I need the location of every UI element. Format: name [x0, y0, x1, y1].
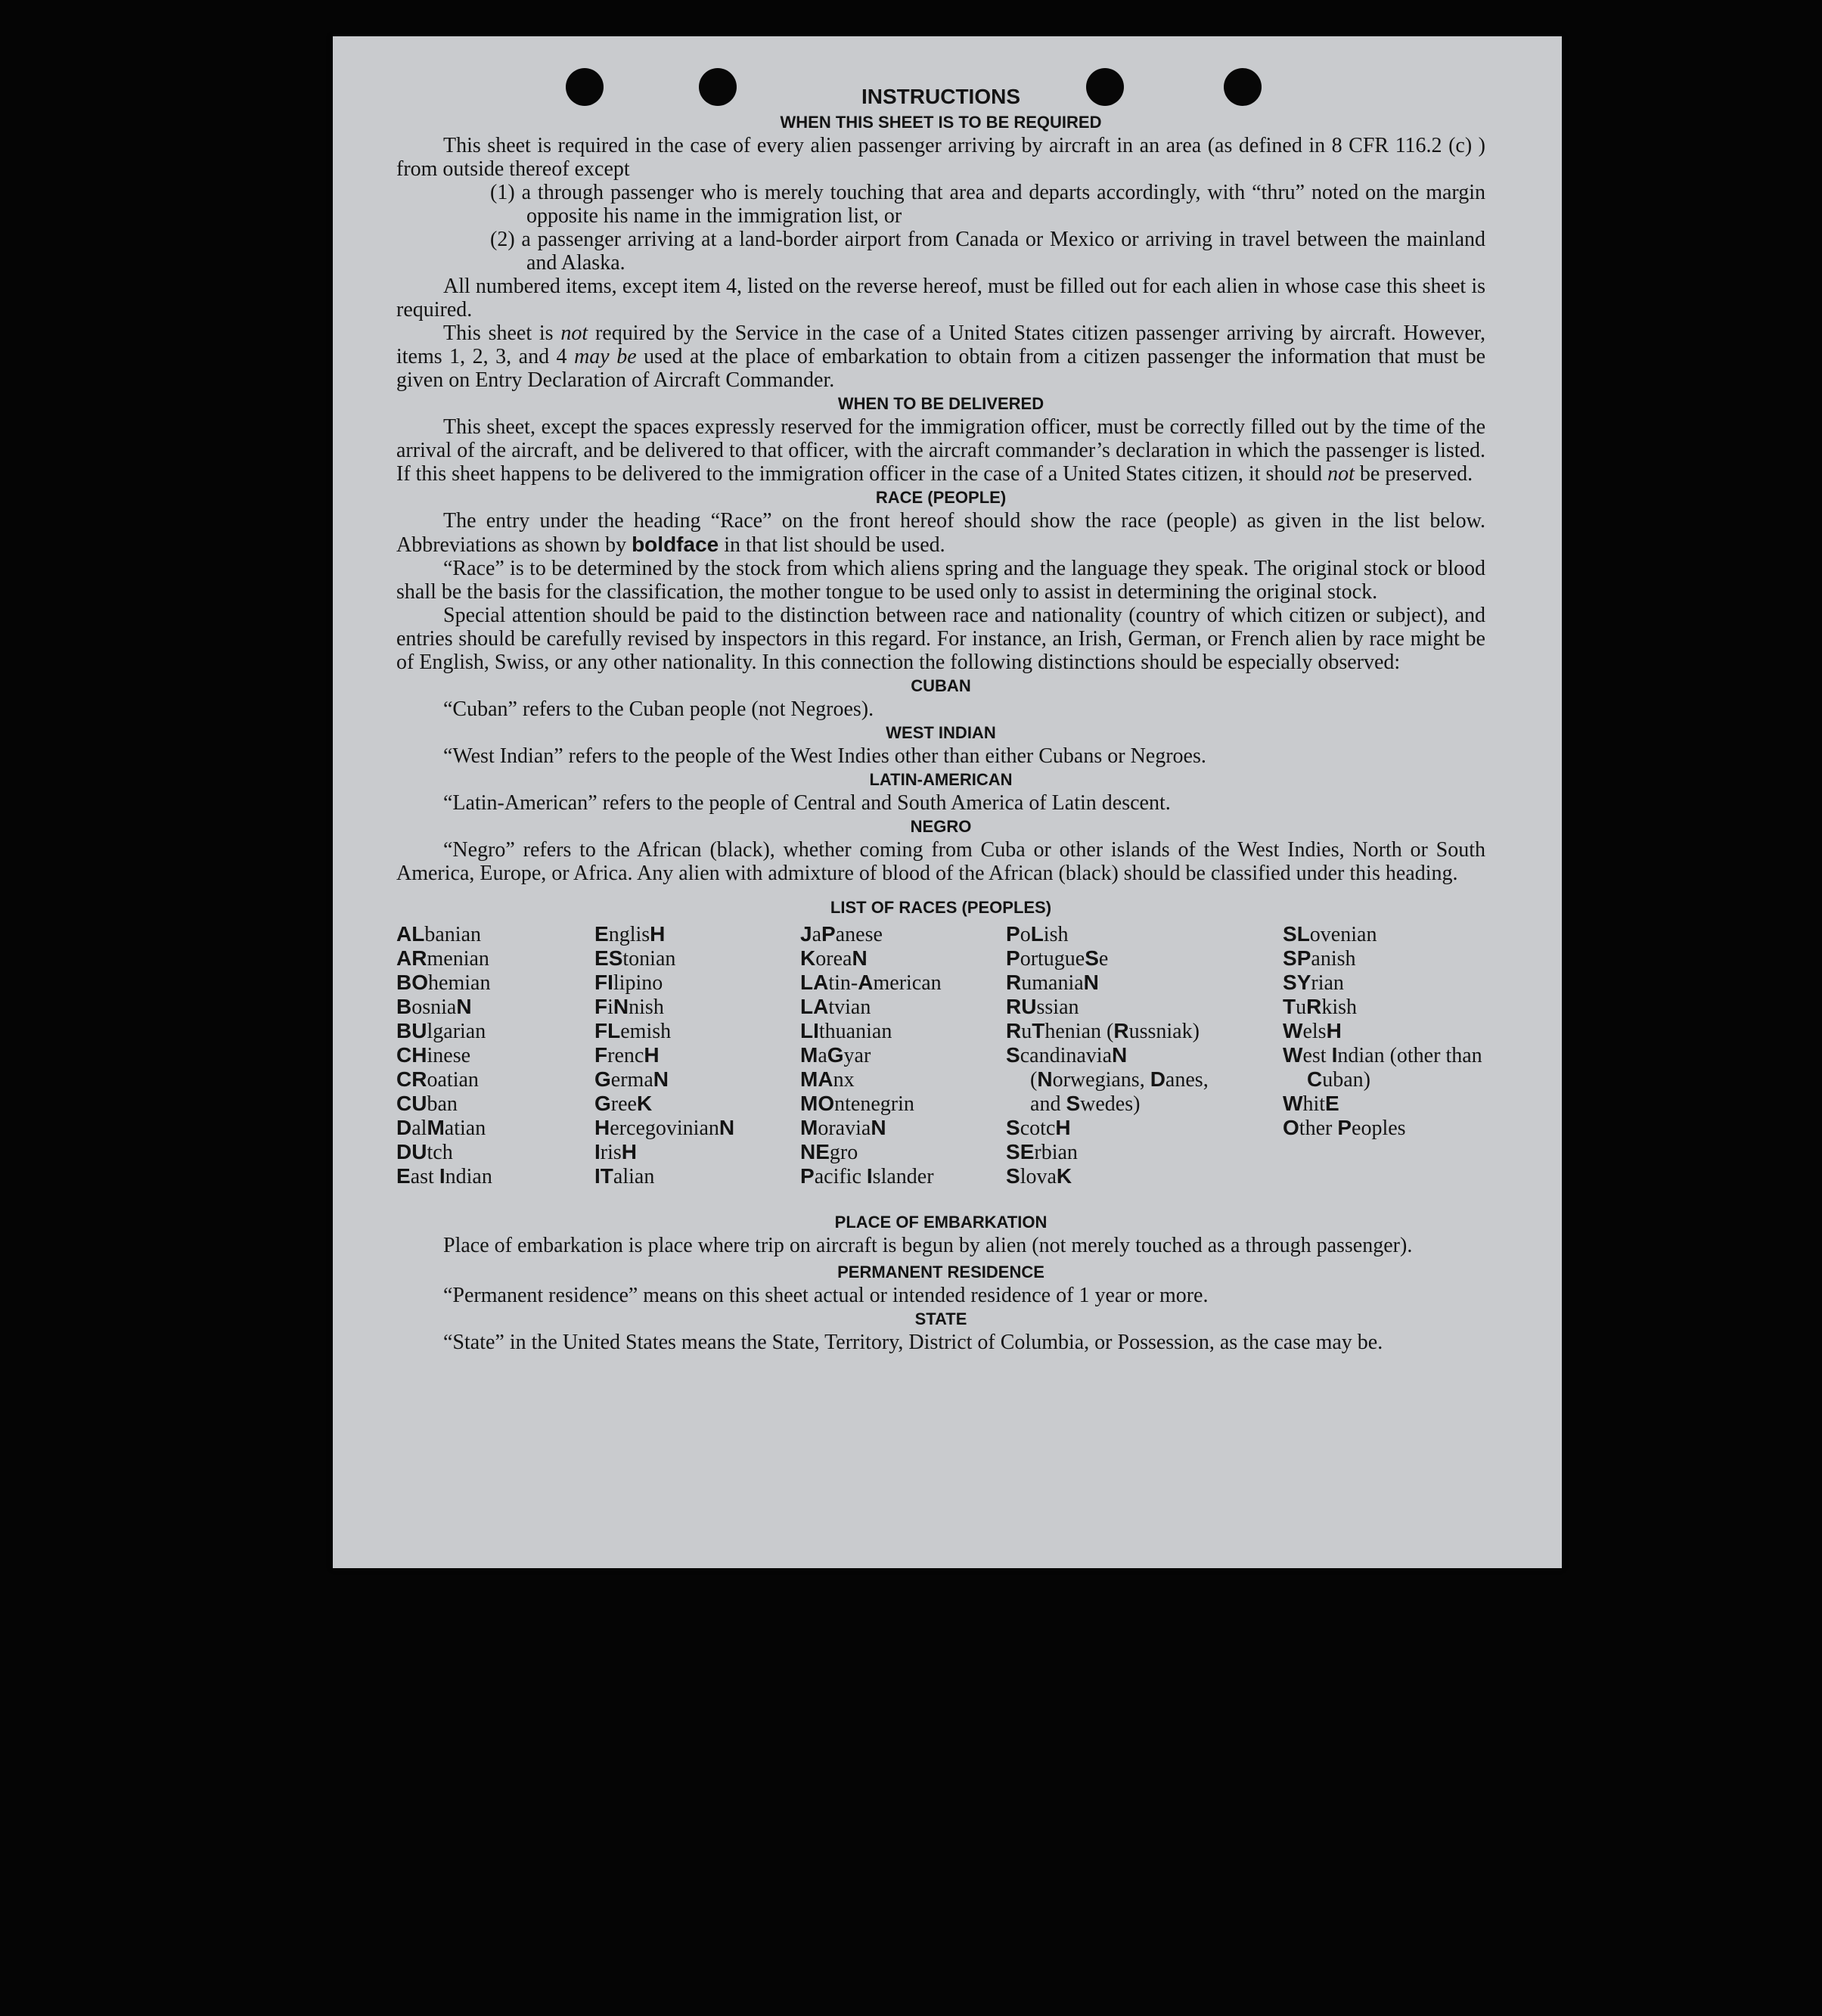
race-entry: CUban: [396, 1092, 458, 1116]
race-list: [396, 922, 1485, 1210]
race-entry: MaGyar: [800, 1043, 871, 1067]
race-entry: RUssian: [1006, 995, 1079, 1019]
race-entry: LAtin-American: [800, 971, 942, 995]
heading-when-delivered: WHEN TO BE DELIVERED: [837, 394, 1044, 413]
race-entry: EnglisH: [594, 922, 666, 946]
race-entry: East Indian: [396, 1164, 492, 1188]
race-entry: MoraviaN: [800, 1116, 886, 1140]
race-entry: LIthuanian: [800, 1019, 892, 1043]
race-entry: PoLish: [1006, 922, 1069, 946]
race-entry: ARmenian: [396, 946, 489, 971]
paragraph: “West Indian” refers to the people of the West Indies other than either Cubans or Negroes.: [443, 744, 1206, 768]
race-column: [396, 922, 585, 1188]
race-entry: TuRkish: [1283, 995, 1358, 1019]
race-entry: Pacific Islander: [800, 1164, 934, 1188]
paragraph: All numbered items, except item 4, listed on the reverse hereof, must be filled out for each alien in whose case this sheet is required.: [396, 275, 1485, 322]
sheet-content: [396, 83, 1485, 1354]
race-entry: PortugueSe: [1006, 946, 1109, 971]
paragraph: Place of embarkation is place where trip on aircraft is begun by alien (not merely touched as a through passenger).: [443, 1234, 1413, 1257]
paragraph: “Permanent residence” means on this sheet actual or intended residence of 1 year or more.: [443, 1284, 1209, 1307]
race-column: [1283, 922, 1485, 1140]
heading-state: STATE: [914, 1309, 967, 1328]
list-item: (1) a through passenger who is merely touching that area and departs accordingly, with “thru” noted on the margin opposite his name in the immigration list, or: [490, 181, 1485, 228]
race-entry: BOhemian: [396, 971, 491, 995]
heading-embarkation: PLACE OF EMBARKATION: [834, 1213, 1048, 1232]
race-entry: RuThenian (Russniak): [1006, 1019, 1200, 1043]
paragraph: The entry under the heading “Race” on the front hereof should show the race (people) as given in the list below. Abbreviations as shown by boldface in that list should be used.: [396, 509, 1485, 557]
race-entry: DUtch: [396, 1140, 453, 1164]
race-entry: CHinese: [396, 1043, 471, 1067]
paragraph: This sheet is required in the case of every alien passenger arriving by aircraft in an area (as defined in 8 CFR 116.2 (c) ) from outside thereof except: [396, 134, 1485, 181]
race-entry: SLovenian: [1283, 922, 1377, 946]
race-entry: SPanish: [1283, 946, 1356, 971]
race-entry: DalMatian: [396, 1116, 486, 1140]
paragraph: “State” in the United States means the State, Territory, District of Columbia, or Possession, as the case may be.: [443, 1331, 1383, 1354]
heading-when-required: WHEN THIS SHEET IS TO BE REQUIRED: [780, 113, 1102, 132]
race-entry: KoreaN: [800, 946, 868, 971]
race-entry: SYrian: [1283, 971, 1344, 995]
race-entry: LAtvian: [800, 995, 871, 1019]
race-entry: RumaniaN: [1006, 971, 1099, 995]
race-entry: ITalian: [594, 1164, 655, 1188]
race-entry: WhitE: [1283, 1092, 1339, 1116]
race-entry: FLemish: [594, 1019, 672, 1043]
heading-permanent-residence: PERMANENT RESIDENCE: [837, 1263, 1044, 1281]
race-entry: FrencH: [594, 1043, 660, 1067]
heading-cuban: CUBAN: [911, 676, 971, 695]
race-entry: FiNnish: [594, 995, 664, 1019]
race-entry: IrisH: [594, 1140, 638, 1164]
race-entry: NEgro: [800, 1140, 858, 1164]
paragraph: This sheet, except the spaces expressly reserved for the immigration officer, must be correctly filled out by the time of the arrival of the aircraft, and be delivered to that officer, with the aircraft commander’s declaration in which the passenger is listed. If this sheet happens to be delivered to the immigration officer in the case of a United States citizen, it should not be preserved.: [396, 415, 1485, 486]
race-entry: SErbian: [1006, 1140, 1078, 1164]
list-item: (2) a passenger arriving at a land-border airport from Canada or Mexico or arriving in travel between the mainland and Alaska.: [490, 228, 1485, 275]
race-entry: BUlgarian: [396, 1019, 486, 1043]
paragraph: “Latin-American” refers to the people of Central and South America of Latin descent.: [443, 791, 1171, 815]
paragraph: This sheet is not required by the Service in the case of a United States citizen passenger arriving by aircraft. However, items 1, 2, 3, and 4 may be used at the place of embarkation to obtain from a citizen passenger the information that must be given on Entry Declaration of Aircraft Commander.: [396, 322, 1486, 392]
race-column: [594, 922, 791, 1188]
race-entry: WelsH: [1283, 1019, 1342, 1043]
race-entry: FIlipino: [594, 971, 663, 995]
race-column: [800, 922, 997, 1188]
race-entry: JaPanese: [800, 922, 883, 946]
race-entry: HercegovinianN: [594, 1116, 735, 1140]
race-entry: ScotcH: [1006, 1116, 1071, 1140]
race-entry: SlovaK: [1006, 1164, 1072, 1188]
paragraph: “Cuban” refers to the Cuban people (not Negroes).: [443, 697, 874, 721]
heading-west-indian: WEST INDIAN: [886, 723, 996, 742]
page-title: INSTRUCTIONS: [861, 85, 1020, 108]
instruction-sheet: [333, 36, 1562, 1568]
race-entry: BosniaN: [396, 995, 472, 1019]
paragraph: “Race” is to be determined by the stock from which aliens spring and the language they speak. The original stock or blood shall be the basis for the classification, the mother tongue to be used only to assist in determining the original stock.: [396, 557, 1485, 604]
race-entry: MOntenegrin: [800, 1092, 914, 1116]
race-entry: ScandinaviaN (Norwegians, Danes, and Swedes): [1006, 1043, 1209, 1116]
race-entry: GreeK: [594, 1092, 653, 1116]
heading-race: RACE (PEOPLE): [875, 488, 1007, 507]
race-entry: Other Peoples: [1283, 1116, 1406, 1140]
race-entry: GermaN: [594, 1067, 669, 1092]
heading-list-of-races: LIST OF RACES (PEOPLES): [830, 898, 1052, 917]
paragraph: Special attention should be paid to the distinction between race and nationality (country of which citizen or subject), and entries should be carefully revised by inspectors in this regard. For instance, an Irish, German, or French alien by race might be of English, Swiss, or any other nationality. In this connection the following distinctions should be especially observed:: [396, 604, 1485, 674]
race-entry: EStonian: [594, 946, 676, 971]
race-entry: ALbanian: [396, 922, 481, 946]
heading-negro: NEGRO: [910, 817, 972, 836]
race-entry: CRoatian: [396, 1067, 479, 1092]
heading-latin-american: LATIN-AMERICAN: [869, 770, 1013, 789]
race-column: [1006, 922, 1242, 1188]
race-entry: West Indian (other than Cuban): [1283, 1043, 1482, 1092]
race-entry: MAnx: [800, 1067, 855, 1092]
paragraph: “Negro” refers to the African (black), whether coming from Cuba or other islands of the West Indies, North or South America, Europe, or Africa. Any alien with admixture of blood of the African (black) should be classified under this heading.: [396, 838, 1485, 885]
